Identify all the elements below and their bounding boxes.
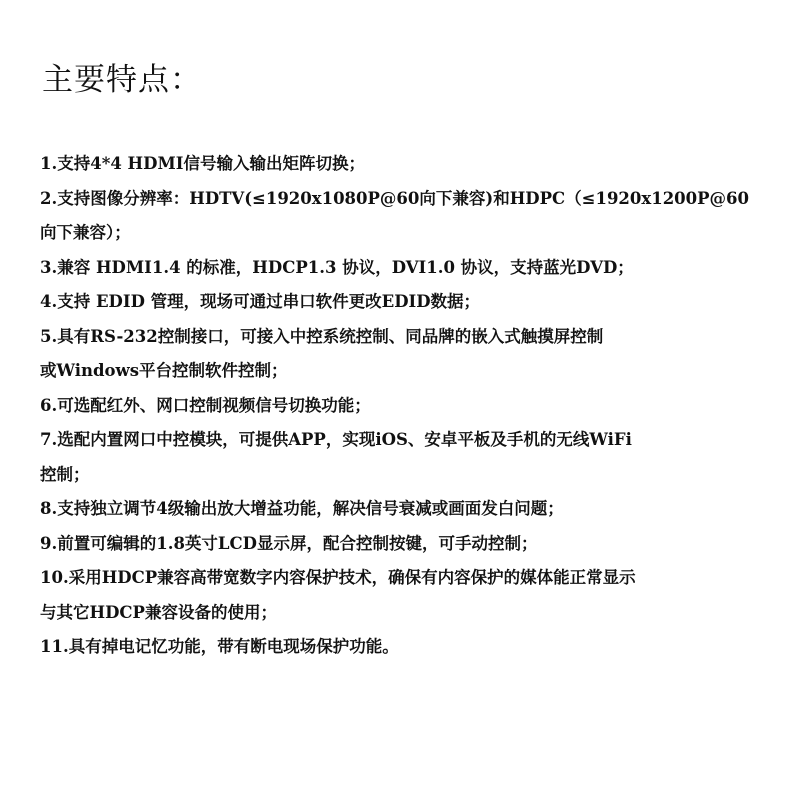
feature-line-5-cont: 或Windows平台控制软件控制； (40, 361, 288, 380)
feature-line-7: 7.选配内置网口中控模块，可提供APP，实现iOS、安卓平板及手机的无线WiFi (40, 430, 632, 449)
feature-line-10: 10.采用HDCP兼容高带宽数字内容保护技术，确保有内容保护的媒体能正常显示 (40, 568, 636, 587)
feature-line-8: 8.支持独立调节4级输出放大增益功能，解决信号衰减或画面发白问题； (40, 499, 564, 518)
feature-line-2: 2.支持图像分辨率：HDTV(≤1920x1080P@60向下兼容)和HDPC（≤1920x1200P@60 (40, 188, 750, 208)
feature-list (40, 147, 780, 665)
feature-line-11: 11.具有掉电记忆功能，带有断电现场保护功能。 (40, 637, 399, 656)
feature-line-4: 4.支持 EDID 管理，现场可通过串口软件更改EDID数据； (40, 292, 481, 311)
feature-line-5: 5.具有RS-232控制接口，可接入中控系统控制、同品牌的嵌入式触摸屏控制 (40, 326, 604, 346)
feature-line-9: 9.前置可编辑的1.8英寸LCD显示屏，配合控制按键，可手动控制； (40, 533, 538, 553)
feature-line-10-cont: 与其它HDCP兼容设备的使用； (40, 602, 277, 622)
feature-line-1: 1.支持4*4 HDMI信号输入输出矩阵切换； (40, 154, 365, 173)
feature-line-6: 6.可选配红外、网口控制视频信号切换功能； (40, 395, 371, 415)
page-title: 主要特点： (42, 62, 202, 98)
feature-line-7-cont: 控制； (40, 464, 90, 484)
feature-line-2-cont: 向下兼容）； (40, 223, 131, 242)
feature-line-3: 3.兼容 HDMI1.4 的标准，HDCP1.3 协议，DVI1.0 协议，支持蓝光DVD； (40, 257, 634, 277)
